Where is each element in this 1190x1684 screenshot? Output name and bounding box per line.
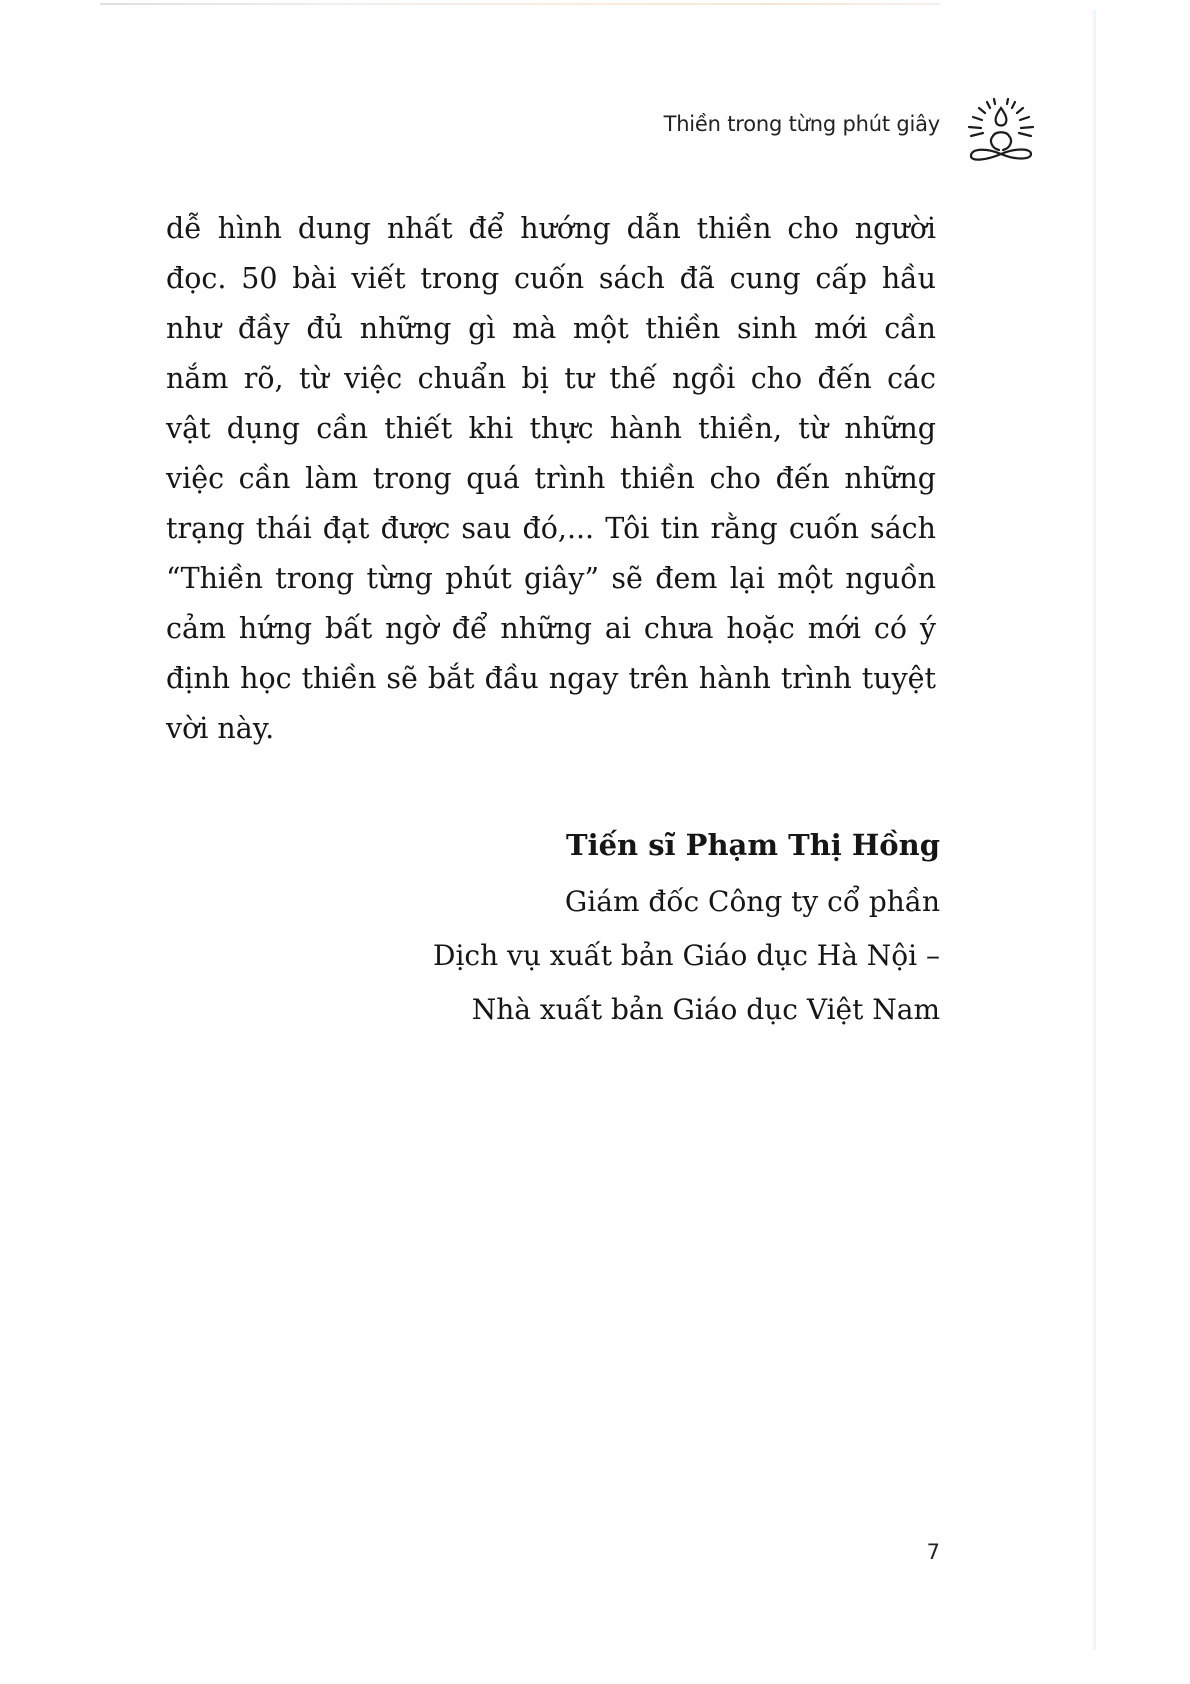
body-line: “Thiền trong từng phút giây” sẽ đem lại một nguồn — [166, 562, 936, 595]
author-title-line: Dịch vụ xuất bản Giáo dục Hà Nội – — [433, 939, 940, 972]
author-title-line: Giám đốc Công ty cổ phần — [564, 885, 940, 918]
body-line: nắm rõ, từ việc chuẩn bị tư thế ngồi cho đến các — [166, 362, 936, 395]
body-line: đọc. 50 bài viết trong cuốn sách đã cung cấp hầu — [166, 262, 936, 295]
page-number: 7 — [926, 1540, 940, 1564]
body-paragraph — [166, 204, 936, 754]
page-right-edge — [1093, 10, 1096, 1650]
body-line: vời này. — [166, 712, 275, 745]
running-header: Thiền trong từng phút giây — [663, 112, 940, 136]
author-name: Tiến sĩ Phạm Thị Hồng — [565, 828, 940, 862]
body-line: cảm hứng bất ngờ để những ai chưa hoặc mới có ý — [166, 612, 936, 645]
body-line: định học thiền sẽ bắt đầu ngay trên hành trình tuyệt — [166, 662, 936, 695]
body-line: dễ hình dung nhất để hướng dẫn thiền cho người — [166, 212, 936, 245]
body-line: việc cần làm trong quá trình thiền cho đến những — [166, 462, 936, 495]
page-top-edge — [100, 3, 940, 5]
signature-block — [380, 815, 940, 1037]
author-title-line: Nhà xuất bản Giáo dục Việt Nam — [471, 993, 940, 1026]
body-line: trạng thái đạt được sau đó,... Tôi tin rằng cuốn sách — [166, 512, 936, 545]
body-line: vật dụng cần thiết khi thực hành thiền, từ những — [166, 412, 936, 445]
meditation-figure-icon — [963, 96, 1039, 168]
body-line: như đầy đủ những gì mà một thiền sinh mới cần — [166, 312, 936, 345]
